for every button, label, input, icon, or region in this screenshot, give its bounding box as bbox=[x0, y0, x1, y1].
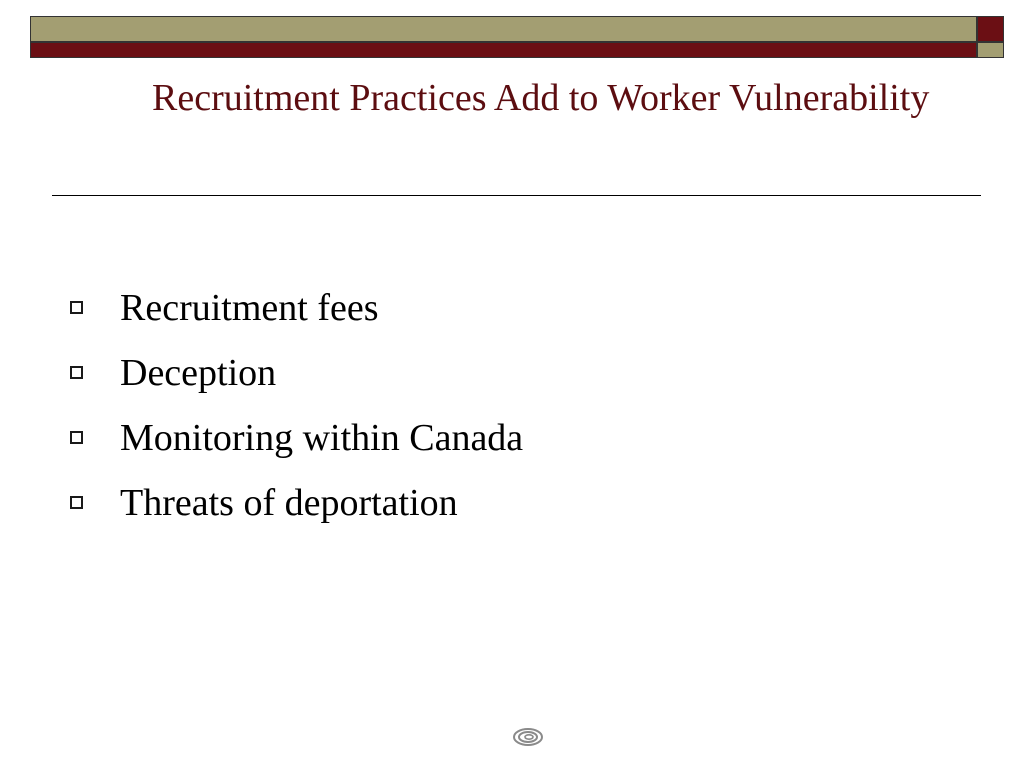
hollow-square-icon bbox=[70, 496, 83, 509]
list-item bbox=[66, 275, 523, 340]
header-decor-square-top bbox=[977, 16, 1004, 42]
list-item bbox=[66, 405, 523, 470]
header-decor-bar-top bbox=[30, 16, 977, 42]
header-decor-bar-bottom bbox=[30, 42, 977, 58]
bullet-list bbox=[66, 275, 523, 535]
bullet-text: Threats of deportation bbox=[120, 481, 458, 524]
bullet-text: Recruitment fees bbox=[120, 286, 379, 329]
slide-title: Recruitment Practices Add to Worker Vulnerability bbox=[152, 77, 930, 119]
list-item bbox=[66, 340, 523, 405]
bullet-text: Monitoring within Canada bbox=[120, 416, 524, 459]
title-divider bbox=[52, 195, 981, 196]
hollow-square-icon bbox=[70, 301, 83, 314]
header-decor-square-bottom bbox=[977, 42, 1004, 58]
bullet-text: Deception bbox=[120, 351, 277, 394]
list-item bbox=[66, 470, 523, 535]
swirl-logo-icon bbox=[512, 726, 544, 748]
hollow-square-icon bbox=[70, 366, 83, 379]
hollow-square-icon bbox=[70, 431, 83, 444]
